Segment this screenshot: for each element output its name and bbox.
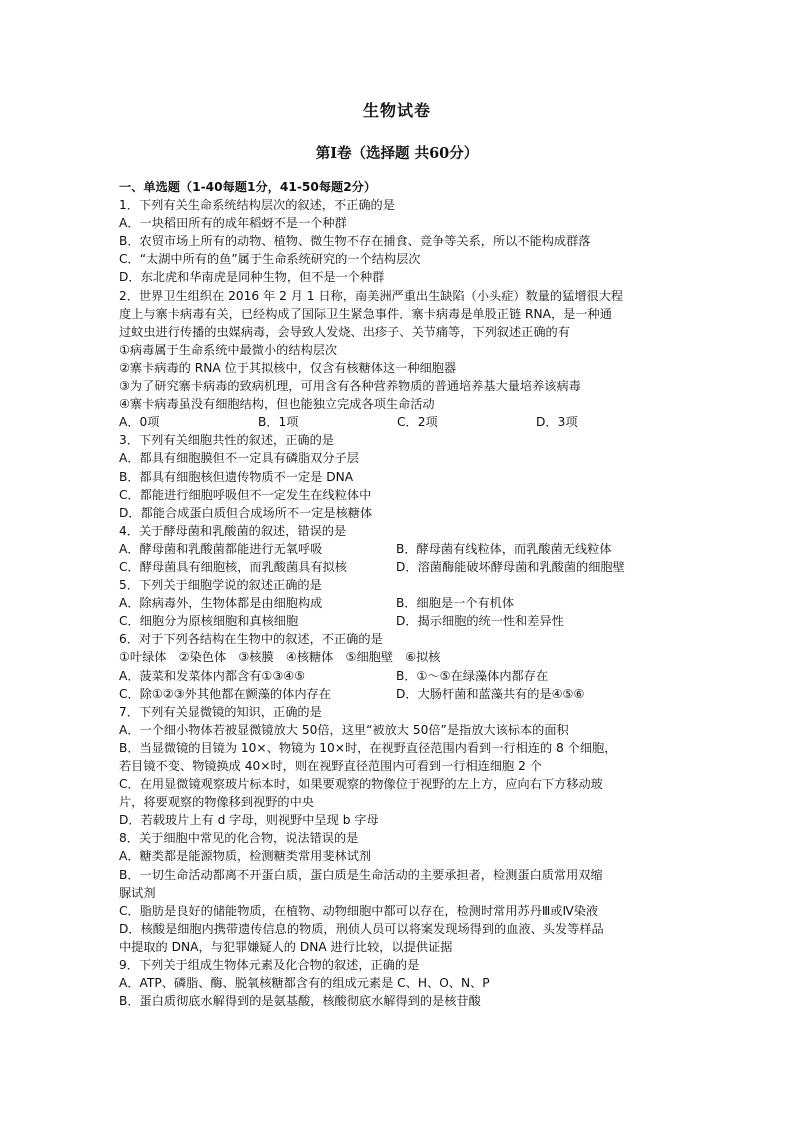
option: C．细胞分为原核细胞和真核细胞 — [119, 614, 299, 629]
option: C．都能进行细胞呼吸但不一定发生在线粒体中 — [119, 487, 372, 502]
option: A．一个细小物体若被显微镜放大 50倍，这里“被放大 50倍”是指放大该标本的面积 — [119, 722, 569, 737]
statement: ④寨卡病毒虽没有细胞结构，但也能独立完成各项生命活动 — [119, 397, 435, 412]
statement: ③为了研究寨卡病毒的致病机理，可用含有各种营养物质的普通培养基大量培养该病毒 — [119, 379, 581, 394]
question-stem: 1．下列有关生命系统结构层次的叙述，不正确的是 — [119, 198, 395, 213]
option-continued: 若目镜不变、物镜换成 40×时，则在视野直径范围内可看到一行相连细胞 2 个 — [119, 759, 542, 773]
statement: ①叶绿体 ②染色体 ③核膜 ④核糖体 ⑤细胞壁 ⑥拟核 — [119, 650, 441, 665]
question-stem: 6．对于下列各结构在生物中的叙述，不正确的是 — [119, 632, 383, 647]
option-continued: 脲试剂 — [119, 885, 156, 900]
option: B．蛋白质彻底水解得到的是氨基酸，核酸彻底水解得到的是核苷酸 — [119, 994, 481, 1009]
option: D．溶菌酶能破坏酵母菌和乳酸菌的细胞壁 — [396, 559, 625, 574]
option: B．①～⑤在绿藻体内都存在 — [396, 668, 549, 683]
option-continued: 中提取的 DNA，与犯罪嫌疑人的 DNA 进行比较，以提供证据 — [119, 939, 453, 954]
options-row — [119, 558, 679, 576]
options-row — [119, 612, 679, 630]
option: C．“太湖中所有的鱼”属于生命系统研究的一个结构层次 — [119, 252, 421, 267]
option: B．一切生命活动都离不开蛋白质，蛋白质是生命活动的主要承担者，检测蛋白质常用双缩 — [119, 867, 603, 882]
option: D．3项 — [536, 415, 578, 430]
exam-body — [119, 178, 679, 1010]
question-stem: 2．世界卫生组织在 2016 年 2 月 1 日称，南美洲严重出生缺陷（小头症）数量的猛增很大程 — [119, 288, 624, 303]
statement: ②寨卡病毒的 RNA 位于其拟核中，仅含有核糖体这一种细胞器 — [119, 360, 457, 375]
question-stem: 3．下列有关细胞共性的叙述，正确的是 — [119, 433, 334, 448]
options-row — [119, 413, 679, 431]
option: C．酵母菌具有细胞核，而乳酸菌具有拟核 — [119, 559, 347, 574]
option: B．农贸市场上所有的动物、植物、微生物不存在捕食、竞争等关系，所以不能构成群落 — [119, 234, 591, 249]
question-stem: 9．下列关于组成生物体元素及化合物的叙述，正确的是 — [119, 958, 420, 973]
option: C．脂肪是良好的储能物质，在植物、动物细胞中都可以存在，检测时常用苏丹Ⅲ或Ⅳ染液 — [119, 903, 599, 918]
options-row — [119, 594, 679, 612]
option: B．细胞是一个有机体 — [396, 596, 515, 611]
question-stem: 7．下列有关显微镜的知识，正确的是 — [119, 704, 322, 719]
options-row — [119, 685, 679, 703]
option: C．2项 — [397, 415, 438, 430]
option: D．都能合成蛋白质但合成场所不一定是核糖体 — [119, 505, 373, 520]
options-row — [119, 540, 679, 558]
option: A．0项 — [119, 415, 160, 430]
option: A．酵母菌和乳酸菌都能进行无氧呼吸 — [119, 541, 323, 556]
option: A．除病毒外，生物体都是由细胞构成 — [119, 596, 323, 611]
question-stem: 8．关于细胞中常见的化合物，说法错误的是 — [119, 831, 359, 846]
option: D．东北虎和华南虎是同种生物，但不是一个种群 — [119, 270, 385, 285]
question-stem: 过蚊虫进行传播的虫媒病毒，会导致人发烧、出疹子、关节痛等，下列叙述正确的有 — [119, 324, 570, 339]
option: B．1项 — [258, 415, 299, 430]
statement: ①病毒属于生命系统中最微小的结构层次 — [119, 342, 338, 357]
option: D．核酸是细胞内携带遗传信息的物质，刑侦人员可以将案发现场得到的血液、头发等样品 — [119, 921, 604, 936]
option: A．一块稻田所有的成年稻蚜不是一个种群 — [119, 216, 347, 231]
option: A．糖类都是能源物质，检测糖类常用斐林试剂 — [119, 849, 372, 864]
question-stem: 4．关于酵母菌和乳酸菌的叙述，错误的是 — [119, 523, 347, 538]
section-title: 一、单选题（1-40每题1分，41-50每题2分） — [119, 180, 377, 194]
question-stem: 度上与寨卡病毒有关，已经构成了国际卫生紧急事件．寨卡病毒是单股正链 RNA，是一种通 — [119, 306, 612, 321]
option: C．在用显微镜观察玻片标本时，如果要观察的物像位于视野的左上方，应向右下方移动玻 — [119, 777, 603, 792]
option: A．菠菜和发菜体内都含有①③④⑤ — [119, 668, 306, 683]
options-row — [119, 667, 679, 685]
part-title: 第Ⅰ卷（选择题 共60分） — [315, 145, 479, 162]
option: B．酵母菌有线粒体，而乳酸菌无线粒体 — [396, 541, 612, 556]
option: C．除①②③外其他都在颤藻的体内存在 — [119, 686, 331, 701]
option: D．大肠杆菌和蓝藻共有的是④⑤⑥ — [396, 686, 585, 701]
option: B．当显微镜的目镜为 10×、物镜为 10×时，在视野直径范围内看到一行相连的 8 个细胞， — [119, 740, 617, 755]
option: A．ATP、磷脂、酶、脱氧核糖都含有的组成元素是 C、H、O、N、P — [119, 976, 490, 991]
question-stem: 5．下列关于细胞学说的叙述正确的是 — [119, 578, 322, 593]
option: D．若载玻片上有 d 字母，则视野中呈现 b 字母 — [119, 813, 379, 828]
document-title: 生物试卷 — [362, 101, 431, 120]
option: A．都具有细胞膜但不一定具有磷脂双分子层 — [119, 451, 359, 466]
option-continued: 片，将要观察的物像移到视野的中央 — [119, 795, 314, 810]
option: B．都具有细胞核但遗传物质不一定是 DNA — [119, 469, 354, 484]
option: D．揭示细胞的统一性和差异性 — [396, 614, 564, 629]
